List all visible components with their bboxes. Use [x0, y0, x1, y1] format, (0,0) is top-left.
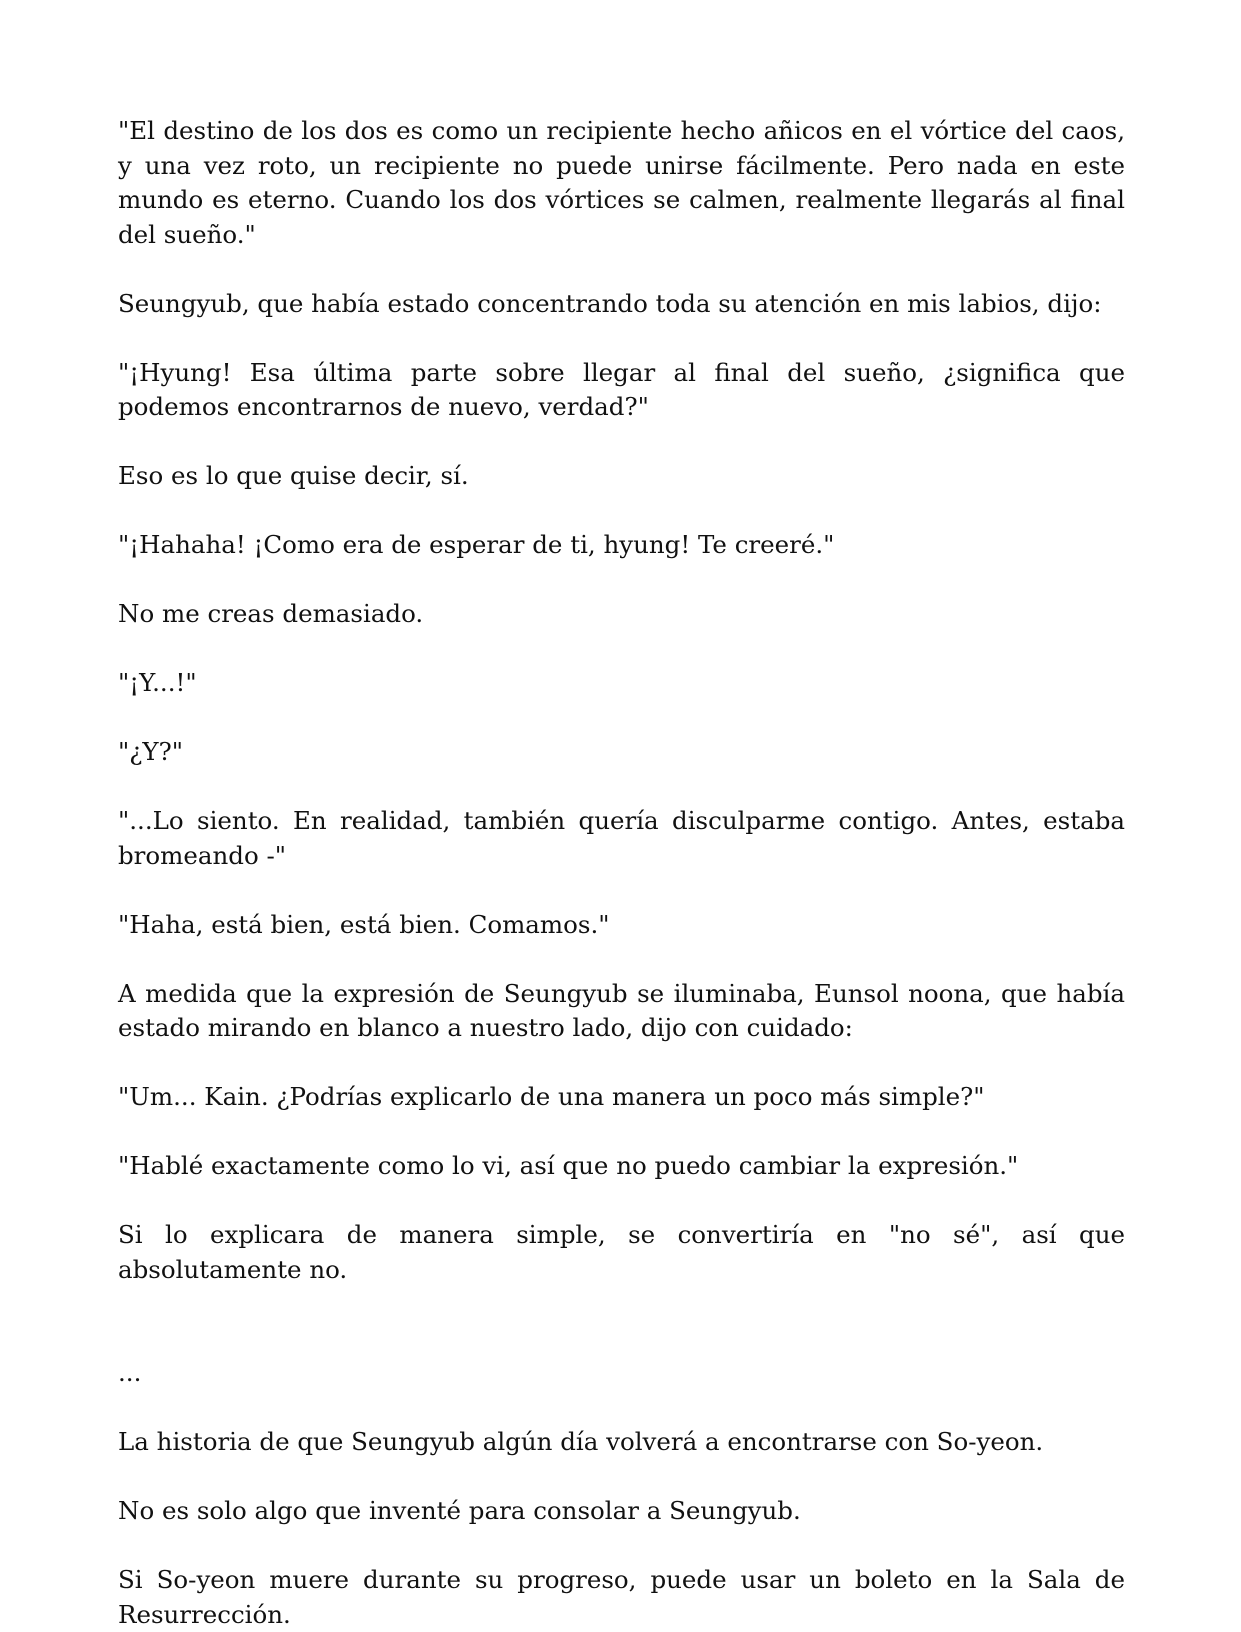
paragraph-y-exclaim: "¡Y...!" — [118, 668, 197, 697]
blank-line — [118, 1322, 1125, 1357]
paragraph-meant-yes: Eso es lo que quise decir, sí. — [118, 461, 469, 490]
paragraph-eunsol-said: A medida que la expresión de Seungyub se iluminaba, Eunsol noona, que había estado mirando en blanco a nuestro lado, dijo con cuidado: — [118, 978, 1125, 1042]
paragraph-explain-simpler: "Um... Kain. ¿Podrías explicarlo de una manera un poco más simple?" — [118, 1082, 985, 1111]
paragraph-hahaha: "¡Hahaha! ¡Como era de esperar de ti, hyung! Te creeré." — [118, 530, 835, 559]
paragraph-ellipsis: ... — [118, 1358, 142, 1387]
paragraph-lets-eat: "Haha, está bien, está bien. Comamos." — [118, 909, 610, 939]
paragraph-dont-believe: No me creas demasiado. — [118, 599, 424, 628]
paragraph-no-se: Si lo explicara de manera simple, se convertiría en "no sé", así que absolutamente no. — [118, 1220, 1125, 1284]
paragraph-destiny-quote: "El destino de los dos es como un recipiente hecho añicos en el vórtice del caos, y una vez roto, un recipiente no puede unirse fácilmente. Pero nada en este mundo es eterno. Cuando los dos vórtices se calmen, realmente llegarás al final del sueño." — [118, 116, 1125, 249]
document-page — [118, 114, 1125, 1632]
paragraph-apology: "...Lo siento. En realidad, también quería disculparme contigo. Antes, estaba bromeando -" — [118, 806, 1125, 870]
paragraph-resurrection: Si So-yeon muere durante su progreso, puede usar un boleto en la Sala de Resurrección. — [118, 1565, 1125, 1629]
paragraph-story-reunion: La historia de que Seungyub algún día volverá a encontrarse con So-yeon. — [118, 1427, 1044, 1456]
paragraph-seungyub-said: Seungyub, que había estado concentrando toda su atención en mis labios, dijo: — [118, 288, 1102, 318]
paragraph-spoke-as-seen: "Hablé exactamente como lo vi, así que no puedo cambiar la expresión." — [118, 1151, 1019, 1180]
paragraph-y-question: "¿Y?" — [118, 737, 183, 766]
paragraph-hyung-question: "¡Hyung! Esa última parte sobre llegar al final del sueño, ¿significa que podemos encontrarnos de nuevo, verdad?" — [118, 357, 1125, 421]
paragraph-not-invented: No es solo algo que inventé para consolar a Seungyub. — [118, 1496, 801, 1525]
